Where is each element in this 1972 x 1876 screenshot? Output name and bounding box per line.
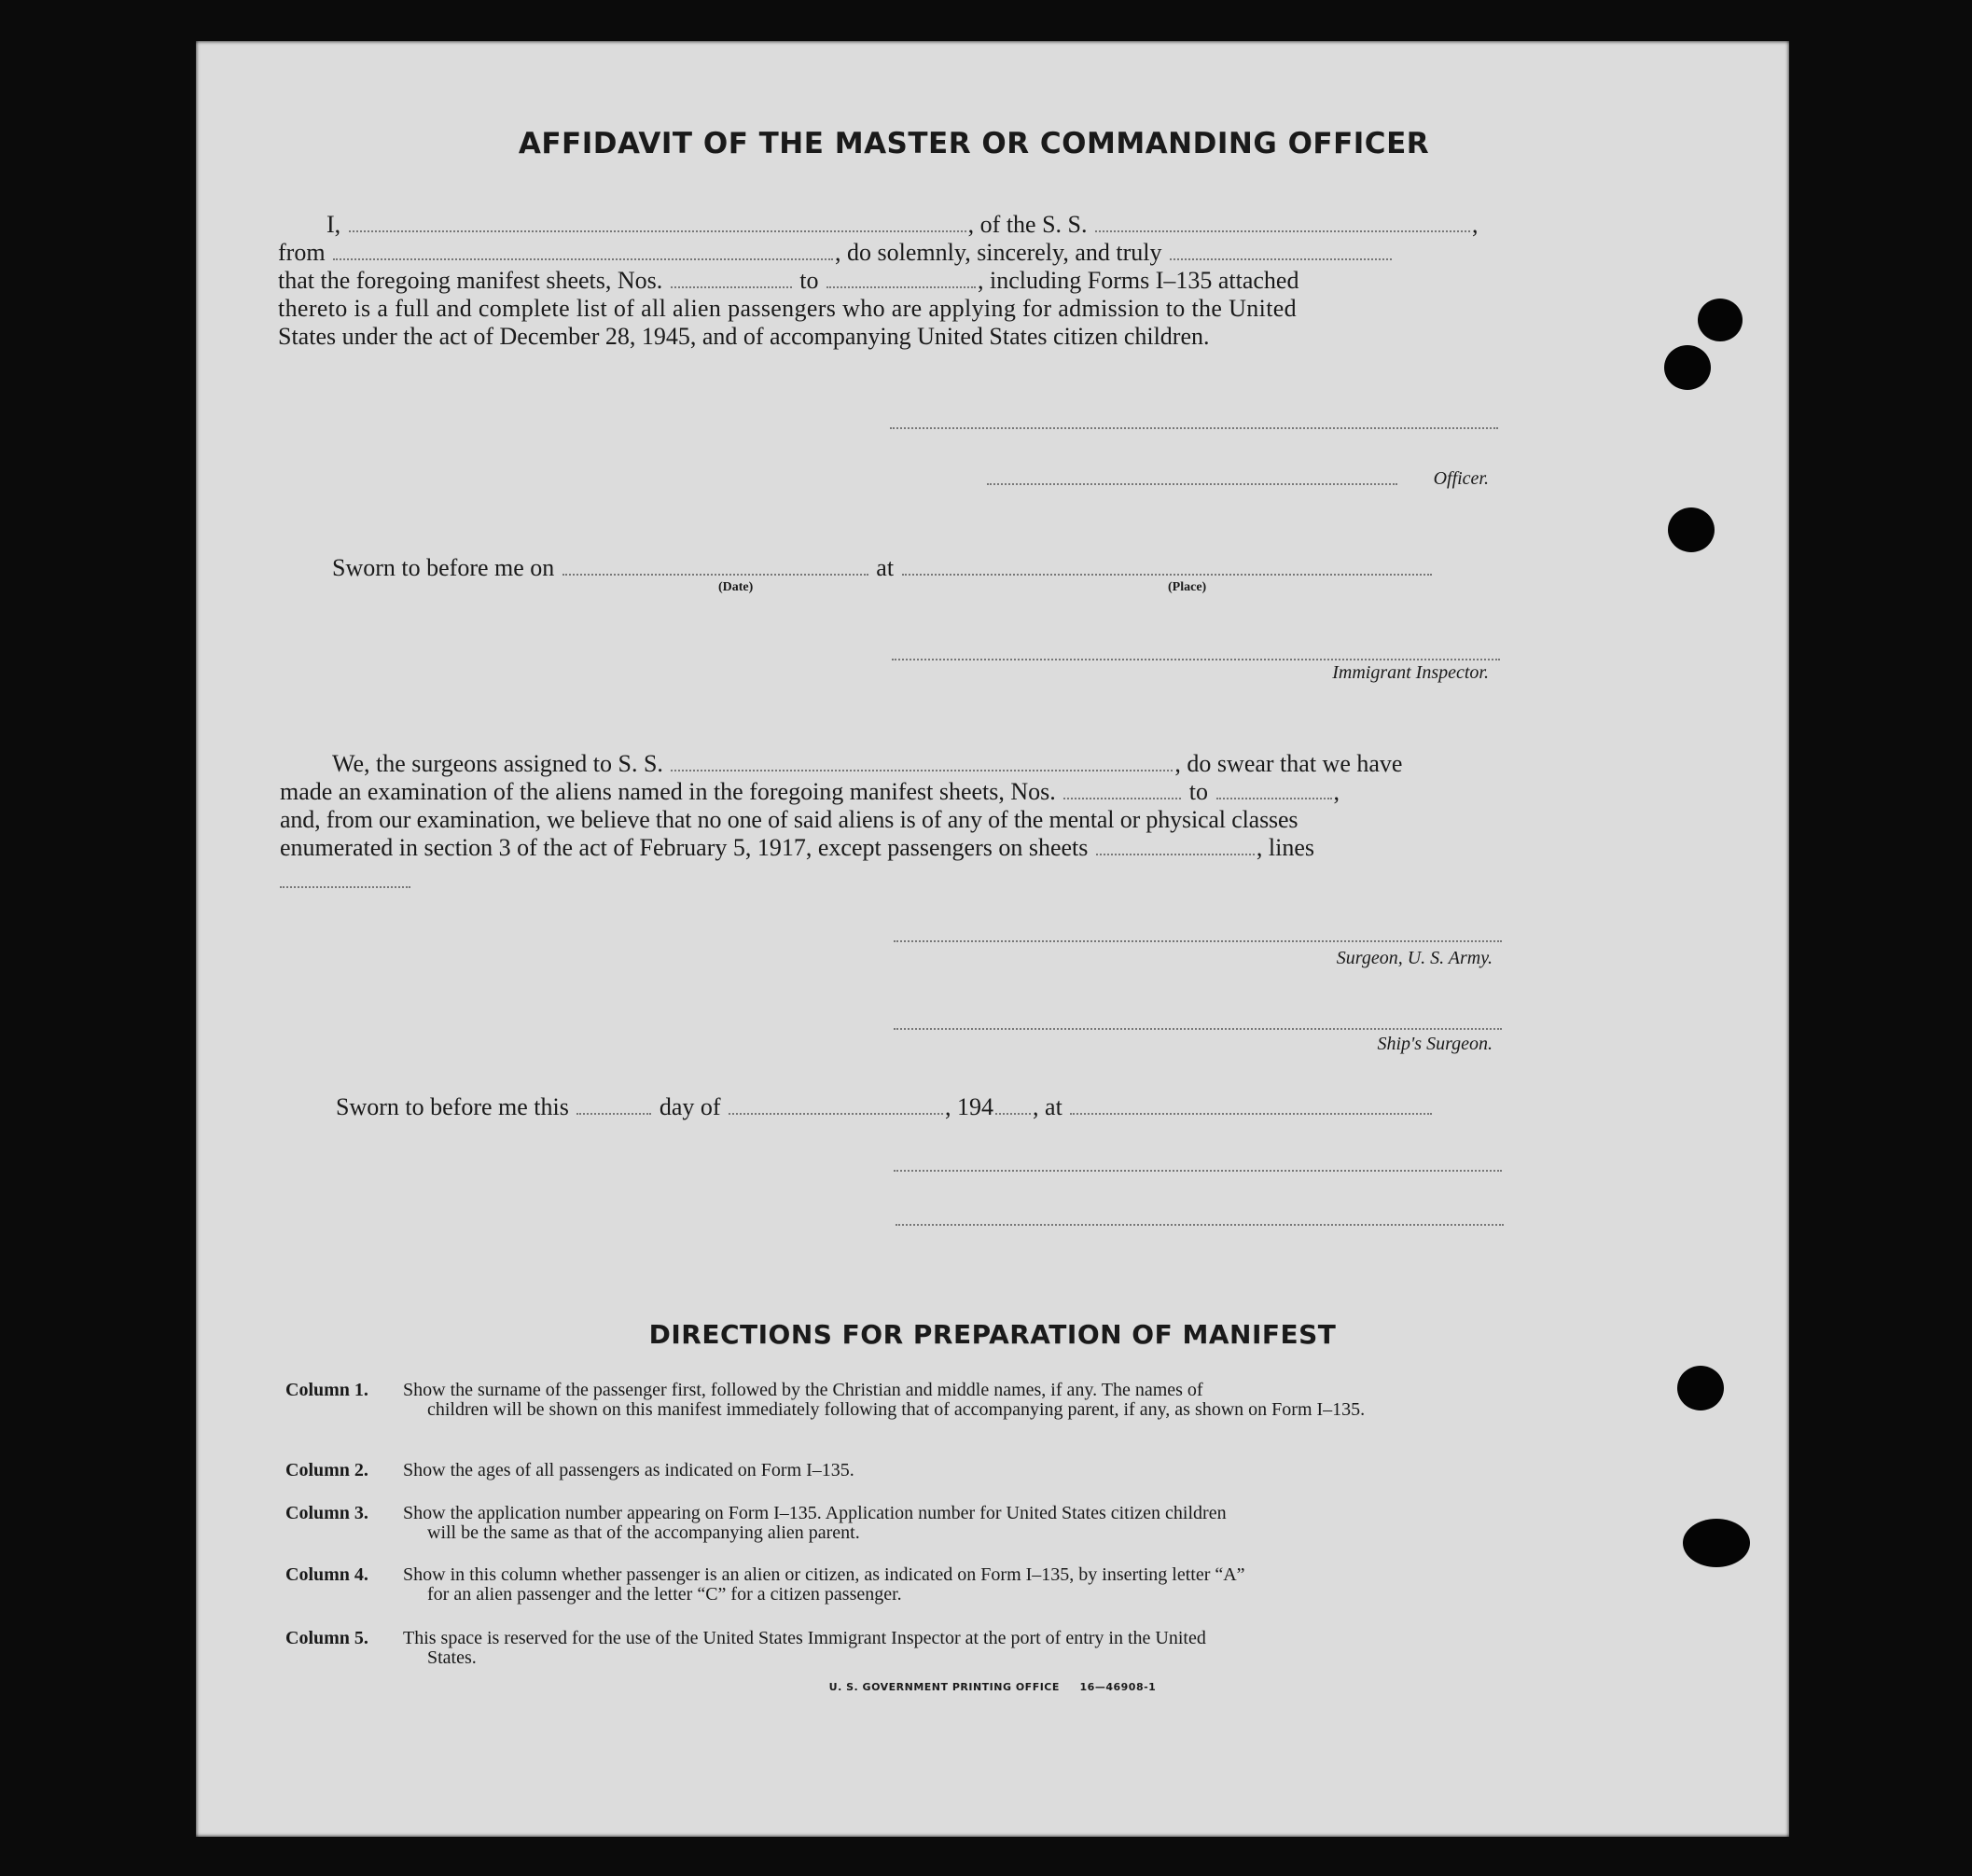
- examined-to-blank[interactable]: [1216, 781, 1332, 799]
- ships-surgeon-signature-line[interactable]: [894, 1028, 1502, 1030]
- ship-name-blank[interactable]: [1095, 214, 1470, 232]
- place-caption: (Place): [1168, 580, 1207, 594]
- directions-title: DIRECTIONS FOR PREPARATION OF MANIFEST: [648, 1319, 1337, 1350]
- sworn-before-line-1: Sworn to before me on at: [332, 554, 1434, 582]
- punch-hole-5: [1683, 1519, 1750, 1567]
- inspector-signature-line-2[interactable]: [894, 1170, 1502, 1172]
- direction-column-1: Column 1. Show the surname of the passenger first, followed by the Christian and middle names, if any. The names of children will be shown on this manifest immediately following that of accompanying parent, if any, as shown on Form I–135.: [285, 1380, 1366, 1420]
- sheets-from-blank[interactable]: [671, 270, 792, 288]
- direction-column-2: Column 2. Show the ages of all passengers as indicated on Form I–135.: [285, 1460, 854, 1480]
- examined-from-blank[interactable]: [1063, 781, 1181, 799]
- direction-column-4: Column 4. Show in this column whether passenger is an alien or citizen, as indicated on Form I–135, by inserting letter “A” for an alien passenger and the letter “C” for a citizen passenger.: [285, 1564, 1245, 1605]
- sworn-month-blank[interactable]: [729, 1096, 943, 1115]
- column-4-label: Column 4.: [285, 1564, 368, 1585]
- direction-column-3: Column 3. Show the application number appearing on Form I–135. Application number for United States citizen children will be the same as that of the accompanying alien parent.: [285, 1503, 1227, 1543]
- punch-hole-3: [1668, 507, 1715, 552]
- surgeon-army-label: Surgeon, U. S. Army.: [1336, 948, 1493, 968]
- punch-hole-1: [1698, 299, 1743, 341]
- name-blank[interactable]: [349, 214, 966, 232]
- sheets-to-blank[interactable]: [826, 270, 976, 288]
- punch-hole-4: [1677, 1366, 1724, 1410]
- surgeons-line-1: We, the surgeons assigned to S. S. , do swear that we have: [332, 750, 1403, 777]
- officer-title-line[interactable]: [987, 483, 1397, 485]
- affidavit-line-5: States under the act of December 28, 1945, and of accompanying United States citizen children.: [278, 323, 1210, 350]
- sworn-place-blank[interactable]: [902, 557, 1432, 576]
- master-signature-line[interactable]: [890, 427, 1498, 429]
- inspector-signature-line[interactable]: [892, 659, 1500, 660]
- officer-label: Officer.: [1433, 468, 1489, 489]
- printing-office-footer: U. S. GOVERNMENT PRINTING OFFICE 16—46908-1: [828, 1681, 1157, 1693]
- column-5-label: Column 5.: [285, 1628, 368, 1648]
- date-caption: (Date): [718, 580, 754, 594]
- army-surgeon-signature-line[interactable]: [894, 940, 1502, 942]
- form-page: [196, 41, 1789, 1837]
- column-3-label: Column 3.: [285, 1503, 368, 1523]
- affidavit-title: AFFIDAVIT OF THE MASTER OR COMMANDING OFFICER: [518, 127, 1430, 160]
- sworn-place-blank-2[interactable]: [1070, 1096, 1432, 1115]
- sworn-before-line-2: Sworn to before me this day of , 194 , at: [336, 1093, 1434, 1121]
- surgeons-ship-blank[interactable]: [671, 753, 1173, 771]
- surgeons-line-3: and, from our examination, we believe that no one of said aliens is of any of the mental or physical classes: [280, 806, 1298, 833]
- surgeons-line-2: made an examination of the aliens named in the foregoing manifest sheets, Nos. to ,: [280, 778, 1340, 805]
- surgeons-line-4: enumerated in section 3 of the act of February 5, 1917, except passengers on sheets , lines: [280, 834, 1315, 861]
- port-from-blank[interactable]: [333, 242, 833, 260]
- ships-surgeon-label: Ship's Surgeon.: [1377, 1034, 1493, 1054]
- column-1-label: Column 1.: [285, 1380, 368, 1400]
- except-lines-blank[interactable]: [280, 886, 410, 888]
- sworn-day-blank[interactable]: [576, 1096, 651, 1115]
- sworn-date-blank[interactable]: [562, 557, 868, 576]
- affidavit-line-3: that the foregoing manifest sheets, Nos. to , including Forms I–135 attached: [278, 267, 1299, 294]
- sworn-year-blank[interactable]: [995, 1096, 1031, 1115]
- immigrant-inspector-label: Immigrant Inspector.: [1332, 662, 1489, 683]
- affidavit-line-1: I, , of the S. S. ,: [326, 211, 1479, 238]
- affidavit-line-4: thereto is a full and complete list of all alien passengers who are applying for admission to the United: [278, 295, 1298, 322]
- affidavit-line-2: from , do solemnly, sincerely, and truly: [278, 239, 1394, 267]
- except-sheets-blank[interactable]: [1096, 837, 1255, 855]
- inspector-title-line-2[interactable]: [896, 1224, 1504, 1226]
- swear-blank[interactable]: [1170, 242, 1392, 260]
- punch-hole-2: [1664, 345, 1711, 390]
- direction-column-5: Column 5. This space is reserved for the use of the United States Immigrant Inspector at the port of entry in the United States.: [285, 1628, 1206, 1668]
- column-2-label: Column 2.: [285, 1460, 368, 1480]
